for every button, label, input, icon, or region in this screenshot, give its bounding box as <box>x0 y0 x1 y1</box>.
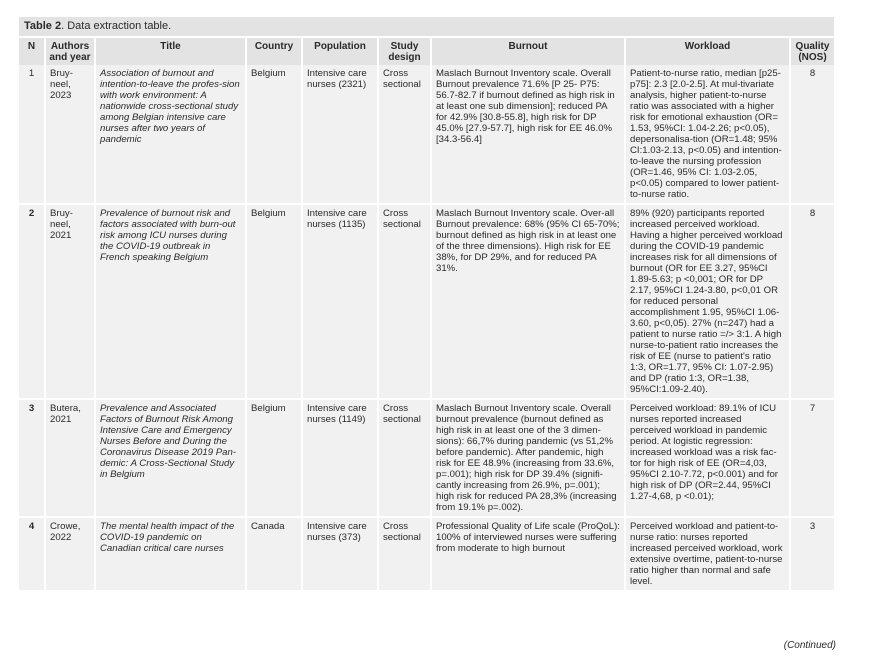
table-row <box>19 204 834 399</box>
table-caption-label: Table 2 <box>24 20 62 32</box>
header-title: Title <box>95 38 246 65</box>
cell-quality: 8 <box>809 208 816 219</box>
cell-burnout: Maslach Burnout Inventory scale. Over-all Burnout prevalence: 68% (95% CI 65-70%; burnout defined as high risk in at least one of the three dimensions). High risk for EE 38%, for DP 29%, and for reduced PA 31%. <box>431 204 625 399</box>
table-header-row <box>19 38 834 65</box>
cell-authors: Bruy-neel, 2023 <box>45 65 95 204</box>
cell-population: Intensive care nurses (373) <box>302 517 378 591</box>
cell-population: Intensive care nurses (1149) <box>302 399 378 517</box>
cell-title: Prevalence and Associated Factors of Burnout Risk Among Intensive Care and Emergency Nurses Before and During the Coronavirus Disease 2019 Pan-demic: A Cross-Sectional Study in Belgium <box>95 399 246 517</box>
header-burnout: Burnout <box>431 38 625 65</box>
cell-workload: Perceived workload: 89.1% of ICU nurses reported increased perceived workload in pandemic period. At logistic regression: increased workload was a risk fac-tor for high risk of EE (OR=4,03, 95%CI 2.10-7.72, p<0.001) and for high risk of DP (OR=2.44, 95%CI 1.27-4,68, p <0.01); <box>625 399 790 517</box>
cell-population: Intensive care nurses (1135) <box>302 204 378 399</box>
cell-population: Intensive care nurses (2321) <box>302 65 378 204</box>
cell-country: Belgium <box>246 399 302 517</box>
table-caption-text: Data extraction table. <box>67 20 172 32</box>
cell-burnout: Maslach Burnout Inventory scale. Overall Burnout prevalence 71.6% [P 25- P75: 56.7-82.7 if burnout defined as high risk in at least one sub dimension]; reduced PA for 42.9% [30.8-55.8], high risk for DP 45.0% [27.9-57.7], high risk for EE 46.0% [34.3-56.4] <box>431 65 625 204</box>
cell-quality: 7 <box>809 403 816 414</box>
cell-burnout: Maslach Burnout Inventory scale. Overall burnout prevalence (burnout defined as high risk in at least one of the 3 dimen-sions): 66,7% during pandemic (vs 51,2% before pandemic). After pandemic, high risk for EE 48.9% (increasing from 33.6%, p=.001); high risk for DP 39.4% (signifi-cantly increasing from 26.9%, p=.001); high risk for reduced PA 28,3% (increasing from 19.1% p=.002). <box>431 399 625 517</box>
cell-design: Cross sectional <box>378 65 431 204</box>
cell-n: 4 <box>19 517 45 591</box>
header-country: Country <box>246 38 302 65</box>
cell-title: Prevalence of burnout risk and factors associated with burn-out risk among ICU nurses during the COVID-19 outbreak in French speaking Belgium <box>95 204 246 399</box>
header-design: Study design <box>378 38 431 65</box>
cell-workload: Perceived workload and patient-to-nurse ratio: nurses reported increased perceived workload, work extensive overtime, patient-to-nurse ratio higher than normal and safe level. <box>625 517 790 591</box>
cell-country: Belgium <box>246 65 302 204</box>
cell-design: Cross sectional <box>378 517 431 591</box>
table-row <box>19 65 834 204</box>
header-quality: Quality (NOS) <box>790 38 834 65</box>
cell-country: Belgium <box>246 204 302 399</box>
cell-design: Cross sectional <box>378 399 431 517</box>
cell-workload: 89% (920) participants reported increased perceived workload. Having a higher perceived workload during the COVID-19 pandemic increases risk for all dimensions of burnout (OR for EE 3.27, 95%CI 1.89-5.63; p <0,001; OR for DP 2.17, 95%CI 1.24-3.80, p<0,01 OR for reduced personal accomplishment 1.95, 95%CI 1.06-3.60, p<0,05). 27% (n=247) had a patient to nurse ratio =/> 3:1. A high nurse-to-patient ratio increases the risk of EE (nurse to patient's ratio 1:3, OR=1.77, 95% CI: 1.07-2.95) and DP (ratio 1:3, OR=1.38, 95%CI:1.09-2.40). <box>625 204 790 399</box>
cell-n: 2 <box>19 204 45 399</box>
data-extraction-table <box>19 38 834 592</box>
header-population: Population <box>302 38 378 65</box>
cell-title: The mental health impact of the COVID-19 pandemic on Canadian critical care nurses <box>95 517 246 591</box>
table-row <box>19 399 834 517</box>
header-workload: Workload <box>625 38 790 65</box>
cell-authors: Crowe, 2022 <box>45 517 95 591</box>
cell-quality: 8 <box>809 68 816 79</box>
cell-country: Canada <box>246 517 302 591</box>
cell-title: Association of burnout and intention-to-leave the profes-sion with work environment: A nationwide cross-sectional study among Belgian intensive care nurses after two years of pandemic <box>95 65 246 204</box>
cell-n: 3 <box>19 399 45 517</box>
header-authors: Authors and year <box>45 38 95 65</box>
cell-n: 1 <box>19 65 45 204</box>
continued-note: (Continued) <box>783 640 836 651</box>
cell-quality: 3 <box>809 521 816 532</box>
data-extraction-table-frame <box>19 17 834 592</box>
cell-authors: Bruy-neel, 2021 <box>45 204 95 399</box>
header-n: N <box>19 38 45 65</box>
cell-burnout: Professional Quality of Life scale (ProQoL): 100% of interviewed nurses were suffering from moderate to high burnout <box>431 517 625 591</box>
table-row <box>19 517 834 591</box>
cell-design: Cross sectional <box>378 204 431 399</box>
table-caption: Table 2. Data extraction table. <box>19 17 834 38</box>
cell-authors: Butera, 2021 <box>45 399 95 517</box>
cell-workload: Patient-to-nurse ratio, median [p25-p75]: 2.3 [2.0-2.5]. At mul-tivariate analysis, higher patient-to-nurse ratio was associated with a higher risk for emotional exhaustion (OR= 1.53, 95%CI: 1.04-2.26; p<0.05), depersonalisa-tion (OR=1.48; 95% CI:1.03-2.13, p<0.05) and intention-to-leave the nursing profession (OR=1.46, 95% CI: 1.03-2.05, p<0.05) compared to lower patient-to-nurse ratio. <box>625 65 790 204</box>
